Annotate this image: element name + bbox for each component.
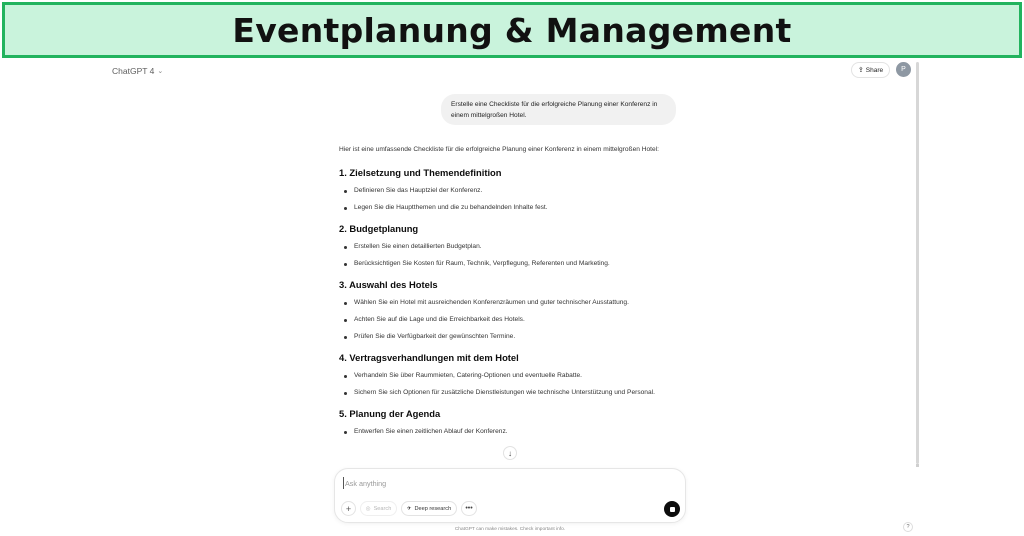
arrow-down-icon: ↓	[508, 448, 512, 458]
list-item: Berücksichtigen Sie Kosten für Raum, Technik, Verpflegung, Referenten und Marketing.	[339, 258, 684, 270]
avatar[interactable]: P	[896, 62, 911, 77]
list-item: Achten Sie auf die Lage und die Erreichbarkeit des Hotels.	[339, 314, 684, 326]
section-heading: 2. Budgetplanung	[339, 223, 419, 234]
globe-icon: ◎	[365, 505, 371, 512]
deep-research-label: Deep research	[414, 505, 452, 512]
add-attachment-button[interactable]	[341, 501, 356, 516]
list-item: Legen Sie die Hauptthemen und die zu behandelnden Inhalte fest.	[339, 202, 684, 214]
section-list	[339, 297, 684, 343]
section-heading: 5. Planung der Agenda	[339, 408, 441, 419]
more-tools-button[interactable]	[461, 501, 477, 516]
banner-title: Eventplanung & Management	[232, 10, 792, 50]
composer	[334, 468, 686, 523]
list-item: Definieren Sie das Hauptziel der Konferenz.	[339, 185, 684, 197]
prompt-input[interactable]	[343, 477, 643, 489]
scroll-to-bottom-button[interactable]	[503, 446, 517, 460]
list-item: Sichern Sie sich Optionen für zusätzliche Dienstleistungen wie technische Unterstützung und Personal.	[339, 387, 684, 399]
section-heading: 1. Zielsetzung und Themendefinition	[339, 167, 502, 178]
section-heading: 3. Auswahl des Hotels	[339, 279, 438, 290]
user-message: Erstelle eine Checkliste für die erfolgreiche Planung einer Konferenz in einem mittelgroßen Hotel.	[441, 94, 676, 125]
more-icon: •••	[465, 505, 473, 512]
plus-icon: +	[345, 503, 352, 514]
answer-intro: Hier ist eine umfassende Checkliste für die erfolgreiche Planung einer Konferenz in einem mittelgroßen Hotel:	[339, 146, 659, 153]
share-button[interactable]	[851, 62, 890, 78]
model-selector[interactable]	[112, 66, 163, 76]
title-banner	[2, 2, 1022, 58]
share-icon: ⇪	[857, 67, 864, 74]
search-button[interactable]	[360, 501, 397, 516]
model-name: ChatGPT 4	[112, 66, 155, 76]
list-item: Verhandeln Sie über Raummieten, Catering-Optionen und eventuelle Rabatte.	[339, 370, 684, 382]
telescope-icon: ✈	[406, 505, 412, 512]
stop-icon	[670, 507, 675, 512]
assistant-answer	[339, 144, 684, 447]
search-label: Search	[373, 505, 392, 512]
scrollbar-end	[916, 464, 919, 467]
list-item: Wählen Sie ein Hotel mit ausreichenden Konferenzräumen und guter technischer Ausstattung.	[339, 297, 684, 309]
section-list	[339, 241, 684, 270]
help-button[interactable]: ?	[903, 522, 913, 532]
stop-button[interactable]	[664, 501, 680, 517]
section-heading: 4. Vertragsverhandlungen mit dem Hotel	[339, 352, 519, 363]
section-list	[339, 426, 684, 438]
chevron-down-icon: ⌄	[157, 68, 164, 75]
section-list	[339, 185, 684, 214]
share-label: Share	[865, 66, 884, 74]
scrollbar[interactable]	[916, 62, 919, 464]
disclaimer: ChatGPT can make mistakes. Check important info.	[454, 527, 566, 532]
list-item: Prüfen Sie die Verfügbarkeit der gewünschten Termine.	[339, 331, 684, 343]
section-list	[339, 370, 684, 399]
deep-research-button[interactable]	[401, 501, 457, 516]
list-item: Erstellen Sie einen detaillierten Budgetplan.	[339, 241, 684, 253]
list-item: Entwerfen Sie einen zeitlichen Ablauf der Konferenz.	[339, 426, 684, 438]
